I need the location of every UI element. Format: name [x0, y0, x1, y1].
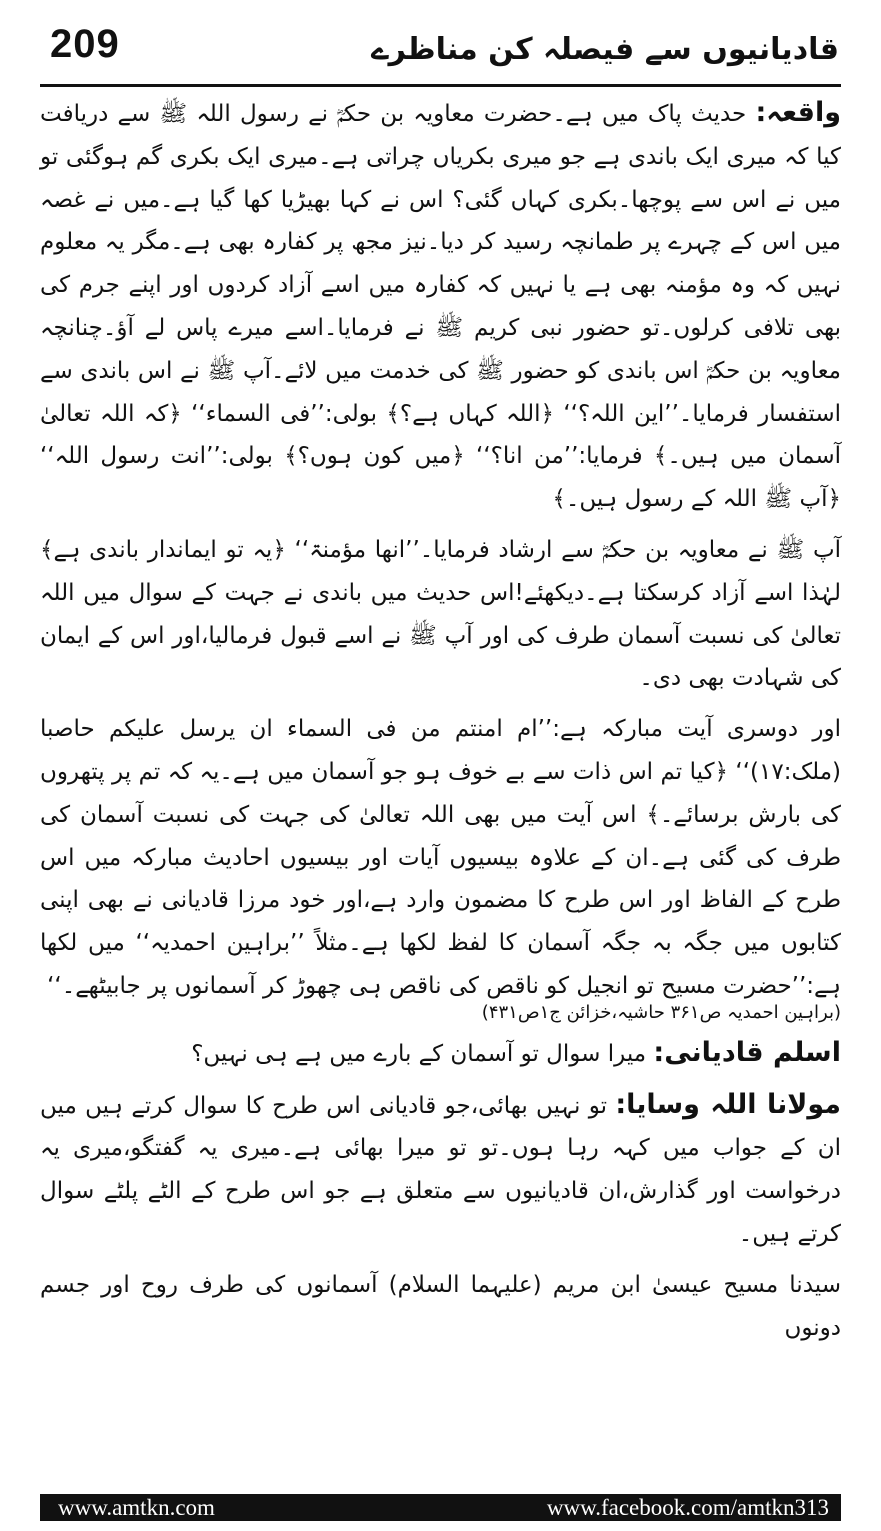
citation: (براہین احمدیہ ص۳۶۱ حاشیہ،خزائن ج۱ص۴۳۱): [481, 1001, 841, 1023]
paragraph-closing: [40, 1264, 841, 1350]
paragraph-explanation-text: آپ ﷺ نے معاویہ بن حکمؓ سے ارشاد فرمایا۔’’انھا مؤمنۃ‘‘ ﴿یہ تو ایماندار باندی ہے﴾ لہٰذا اسے آزاد کرسکتا ہے۔دیکھئے!اس حدیث میں باندی نے جہت کے سوال میں اللہ تعالیٰ کی نسبت آسمان طرف کی اور آپ ﷺ نے اسے قبول فرمالیا،اور اس کے ایمان کی شہادت بھی دی۔: [40, 536, 841, 692]
paragraph-aslam: [40, 1032, 841, 1076]
paragraph-hadith-text: حدیث پاک میں ہے۔حضرت معاویہ بن حکمؓ نے رسول اللہ ﷺ سے دریافت کیا کہ میری ایک باندی ہے جو میری بکریاں چراتی ہے۔میری ایک بکری گم ہوگئی تو میں نے اس سے پوچھا۔بکری کہاں گئی؟ اس نے کہا بھیڑیا کھا گیا ہے۔میں نے غصہ میں اس کے چہرے پر طمانچہ رسید کر دیا۔نیز مجھ پر کفارہ بھی ہے۔مگر یہ معلوم نہیں کہ وہ مؤمنہ بھی ہے یا نہیں کہ کفارہ میں اسے آزاد کردوں اور اپنے جرم کی بھی تلافی کرلوں۔تو حضور نبی کریم ﷺ نے فرمایا۔اسے میرے پاس لے آؤ۔چنانچہ معاویہ بن حکمؓ اس باندی کو حضور ﷺ کی خدمت میں لائے۔آپ ﷺ نے اس باندی سے استفسار فرمایا۔’’این اللہ؟‘‘ ﴿اللہ کہاں ہے؟﴾ بولی:’’فی السماء‘‘ ﴿کہ اللہ تعالیٰ آسمان میں ہیں۔﴾ فرمایا:’’من انا؟‘‘ ﴿میں کون ہوں؟﴾ بولی:’’انت رسول اللہ‘‘ ﴿آپ ﷺ اللہ کے رسول ہیں۔﴾: [40, 101, 841, 513]
running-title: قادیانیوں سے فیصلہ کن مناظرے: [371, 32, 839, 67]
paragraph-verse-text: اور دوسری آیت مبارکہ ہے:’’ام امنتم من فی السماء ان یرسل علیکم حاصبا (ملک:۱۷)‘‘ ﴿کیا تم اس ذات سے بے خوف ہو جو آسمان میں ہے۔یہ کہ تم پر پتھروں کی بارش برسائے۔﴾ اس آیت میں بھی اللہ تعالیٰ کی جہت کی نسبت آسمان کی طرف کی گئی ہے۔ان کے علاوہ بیسیوں آیات اور بیسیوں احادیث مبارکہ میں اس طرح کے الفاظ اور اس طرح کا مضمون وارد ہے،اور خود مرزا قادیانی نے بھی اپنی کتابوں میں جگہ بہ جگہ آسمان کا لفظ لکھا ہے۔مثلاً ’’براہین احمدیہ‘‘ میں لکھا ہے:’’حضرت مسیح تو انجیل کو ناقص کی ناقص ہی چھوڑ کر آسمانوں پر جابیٹھے۔‘‘: [40, 716, 841, 999]
paragraph-closing-text: سیدنا مسیح عیسیٰ ابن مریم (علیہما السلام) آسمانوں کی طرف روح اور جسم دونوں: [40, 1271, 841, 1341]
paragraph-maulana: [40, 1084, 841, 1256]
paragraph-explanation: [40, 529, 841, 700]
speaker-label-aslam: اسلم قادیانی:: [653, 1036, 841, 1068]
page-number: 209: [50, 22, 120, 66]
paragraph-maulana-text: تو نہیں بھائی،جو قادیانی اس طرح کا سوال کرتے ہیں میں ان کے جواب میں کہہ رہا ہوں۔تو تو میرا بھائی ہے۔میری یہ گفتگو،میری یہ درخواست اور گذارش،ان قادیانیوں سے متعلق ہے جو اس طرح کے الٹے پلٹے سوال کرتے ہیں۔: [40, 1092, 841, 1247]
footer-website-link[interactable]: www.amtkn.com: [58, 1495, 215, 1520]
footer-bar: [40, 1494, 841, 1521]
paragraph-verse: [40, 708, 841, 1024]
paragraph-label-incident: واقعہ:: [755, 97, 842, 128]
paragraph-aslam-text: میرا سوال تو آسمان کے بارے میں ہے ہی نہیں؟: [191, 1040, 647, 1067]
header-rule: [40, 84, 841, 87]
body-text: [40, 92, 841, 1349]
footer-facebook-link[interactable]: www.facebook.com/amtkn313: [546, 1495, 829, 1520]
speaker-label-maulana: مولانا اللہ وسایا:: [615, 1088, 842, 1120]
paragraph-hadith: [40, 92, 841, 521]
